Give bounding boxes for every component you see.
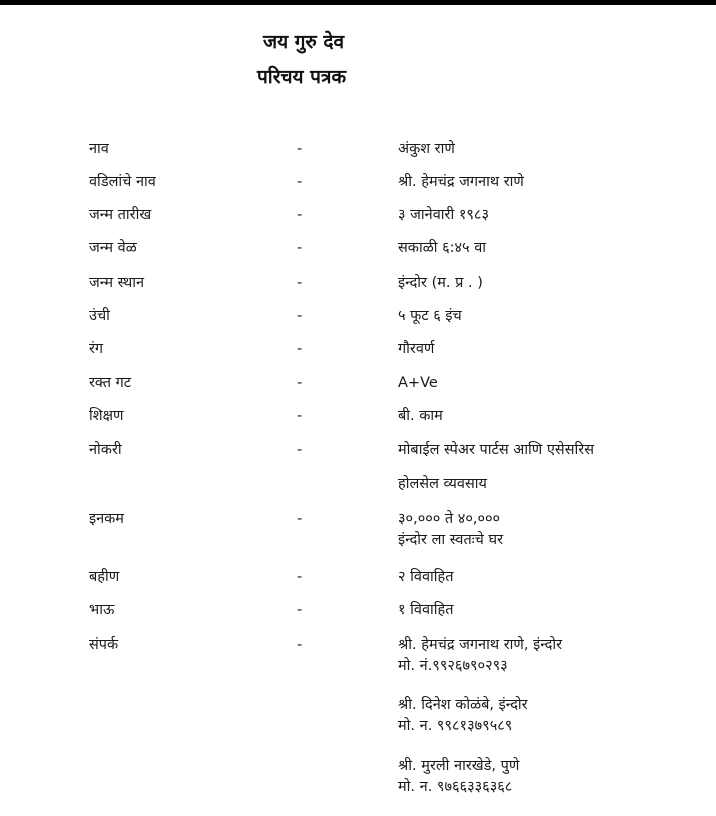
field-value: बी. काम bbox=[398, 408, 443, 424]
field-separator: - bbox=[297, 637, 303, 653]
field-label: जन्म वेळ bbox=[89, 240, 137, 256]
field-value: इंन्दोर (म. प्र . ) bbox=[398, 275, 483, 291]
contact-name: श्री. मुरली नारखेडे, पुणे bbox=[398, 758, 520, 774]
field-label: जन्म स्थान bbox=[89, 275, 145, 291]
field-separator: - bbox=[297, 341, 303, 357]
field-separator: - bbox=[297, 442, 303, 458]
field-value: ५ फूट ६ इंच bbox=[398, 308, 462, 324]
field-value bbox=[398, 695, 528, 737]
field-value: २ विवाहित bbox=[398, 569, 454, 585]
field-value: सकाळी ६:४५ वा bbox=[398, 240, 487, 256]
header-title: जय गुरु देव bbox=[263, 31, 345, 53]
field-value-line: इंन्दोर ला स्वतःचे घर bbox=[398, 532, 504, 548]
field-value: होलसेल व्यवसाय bbox=[398, 476, 487, 492]
field-label: बहीण bbox=[89, 569, 120, 585]
field-separator: - bbox=[297, 207, 303, 223]
field-label: इनकम bbox=[89, 511, 124, 527]
field-separator: - bbox=[297, 275, 303, 291]
field-separator: - bbox=[297, 569, 303, 585]
field-label: शिक्षण bbox=[89, 408, 124, 424]
field-label: नोकरी bbox=[89, 442, 122, 458]
field-separator: - bbox=[297, 141, 303, 157]
field-separator: - bbox=[297, 408, 303, 424]
header-subtitle: परिचय पत्रक bbox=[257, 66, 347, 88]
field-label: भाऊ bbox=[89, 602, 115, 618]
field-separator: - bbox=[297, 511, 303, 527]
field-value: ३ जानेवारी १९८३ bbox=[398, 207, 489, 223]
field-separator: - bbox=[297, 602, 303, 618]
field-separator: - bbox=[297, 308, 303, 324]
top-status-bar bbox=[0, 0, 716, 5]
field-label: रंग bbox=[89, 341, 104, 357]
field-separator: - bbox=[297, 174, 303, 190]
field-value bbox=[398, 509, 503, 551]
field-value: मोबाईल स्पेअर पार्टस आणि एसेसरिस bbox=[398, 442, 595, 458]
field-label: वडिलांचे नाव bbox=[89, 174, 156, 190]
field-label: संपर्क bbox=[89, 637, 119, 653]
field-value bbox=[398, 635, 562, 677]
contact-phone: मो. न. ९७६६३३६३६८ bbox=[398, 779, 513, 795]
field-label: नाव bbox=[89, 141, 109, 157]
field-value: अंकुश राणे bbox=[398, 141, 455, 157]
contact-name: श्री. दिनेश कोळंबे, इंन्दोर bbox=[398, 697, 528, 713]
field-value: गौरवर्ण bbox=[398, 341, 435, 357]
field-value: A+Ve bbox=[398, 375, 438, 391]
field-value bbox=[398, 756, 519, 798]
field-label: उंची bbox=[89, 308, 110, 324]
field-value: श्री. हेमचंद्र जगनाथ राणे bbox=[398, 174, 524, 190]
field-separator: - bbox=[297, 240, 303, 256]
contact-phone: मो. नं.९९२६७९०२९३ bbox=[398, 658, 508, 674]
field-separator: - bbox=[297, 375, 303, 391]
field-label: जन्म तारीख bbox=[89, 207, 152, 223]
field-label: रक्त गट bbox=[89, 375, 132, 391]
contact-phone: मो. न. ९९८१३७९५८९ bbox=[398, 718, 513, 734]
field-value-line: ३०,००० ते ४०,००० bbox=[398, 511, 501, 527]
field-value: १ विवाहित bbox=[398, 602, 454, 618]
contact-name: श्री. हेमचंद्र जगनाथ राणे, इंन्दोर bbox=[398, 637, 563, 653]
